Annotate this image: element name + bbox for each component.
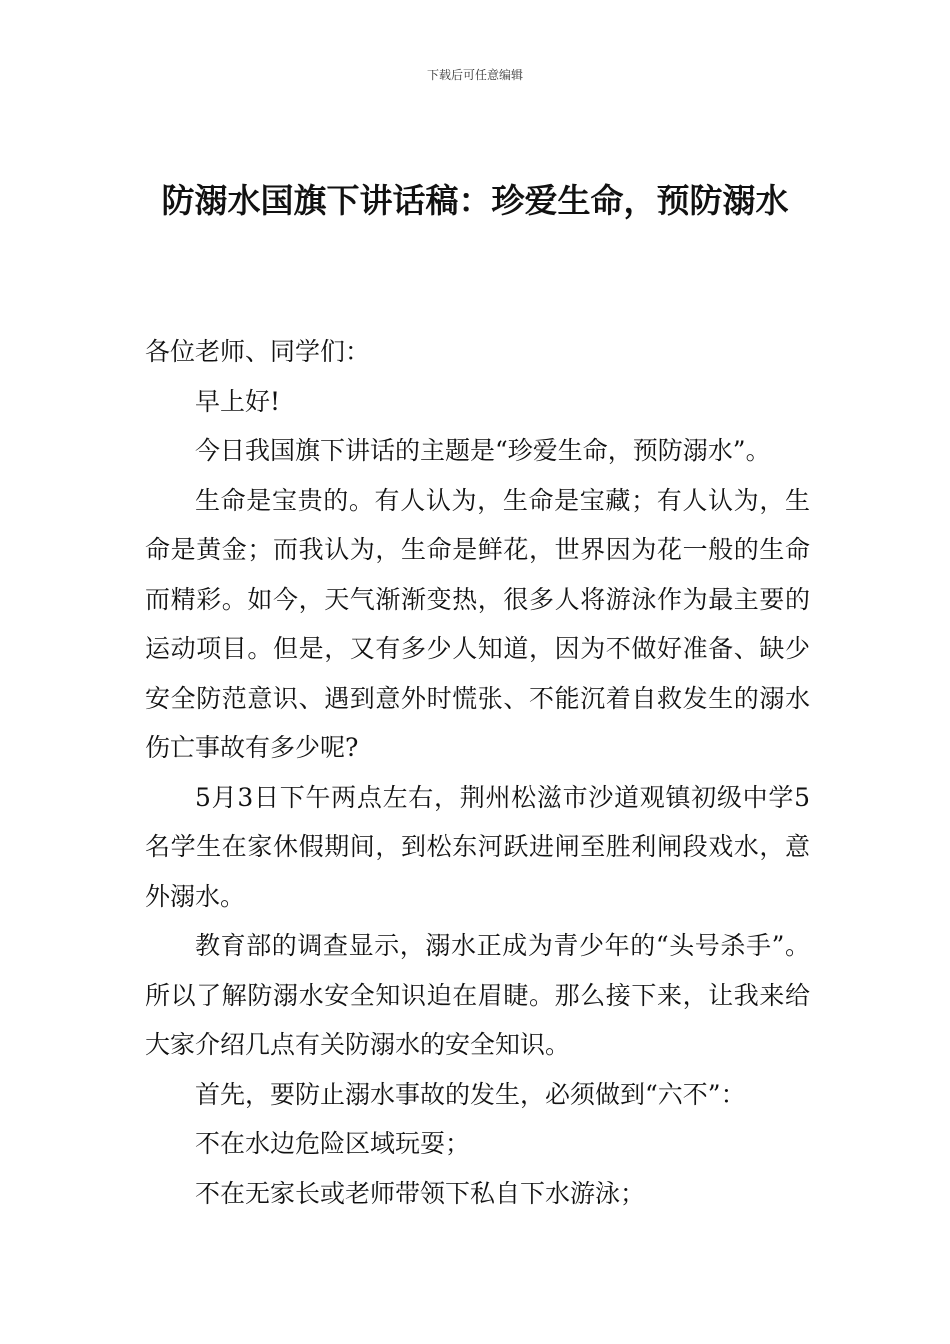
paragraph-greeting: 早上好! (195, 386, 281, 416)
paragraph-theme: 今日我国旗下讲话的主题是“珍爱生命，预防溺水”。 (195, 436, 771, 465)
header-note: 下载后可任意编辑 (426, 68, 523, 82)
salutation: 各位老师、同学们： (145, 337, 371, 366)
document-body (145, 327, 810, 1218)
rule-item: 不在无家长或老师带领下私自下水游泳； (195, 1178, 646, 1208)
rule-item: 不在水边危险区域玩耍； (195, 1129, 471, 1158)
paragraph-six-rules-intro: 首先，要防止溺水事故的发生，必须做到“六不”： (195, 1079, 746, 1109)
paragraph-survey: 教育部的调查显示，溺水正成为青少年的“头号杀手”。所以了解防溺水安全知识迫在眉睫。那么接下来，让我来给大家介绍几点有关防溺水的安全知识。 (145, 931, 810, 1059)
paragraph-life-precious: 生命是宝贵的。有人认为，生命是宝藏；有人认为，生命是黄金；而我认为，生命是鲜花，世界因为花一般的生命而精彩。如今，天气渐渐变热，很多人将游泳作为最主要的运动项目。但是，又有多少人知道，因为不做好准备、缺少安全防范意识、遇到意外时慌张、不能沉着自救发生的溺水伤亡事故有多少呢? (145, 485, 810, 762)
document-title: 防溺水国旗下讲话稿：珍爱生命，预防溺水 (161, 181, 789, 220)
paragraph-incident: 5月3日下午两点左右，荆州松滋市沙道观镇初级中学5名学生在家休假期间，到松东河跃进闸至胜利闸段戏水，意外溺水。 (145, 782, 810, 911)
